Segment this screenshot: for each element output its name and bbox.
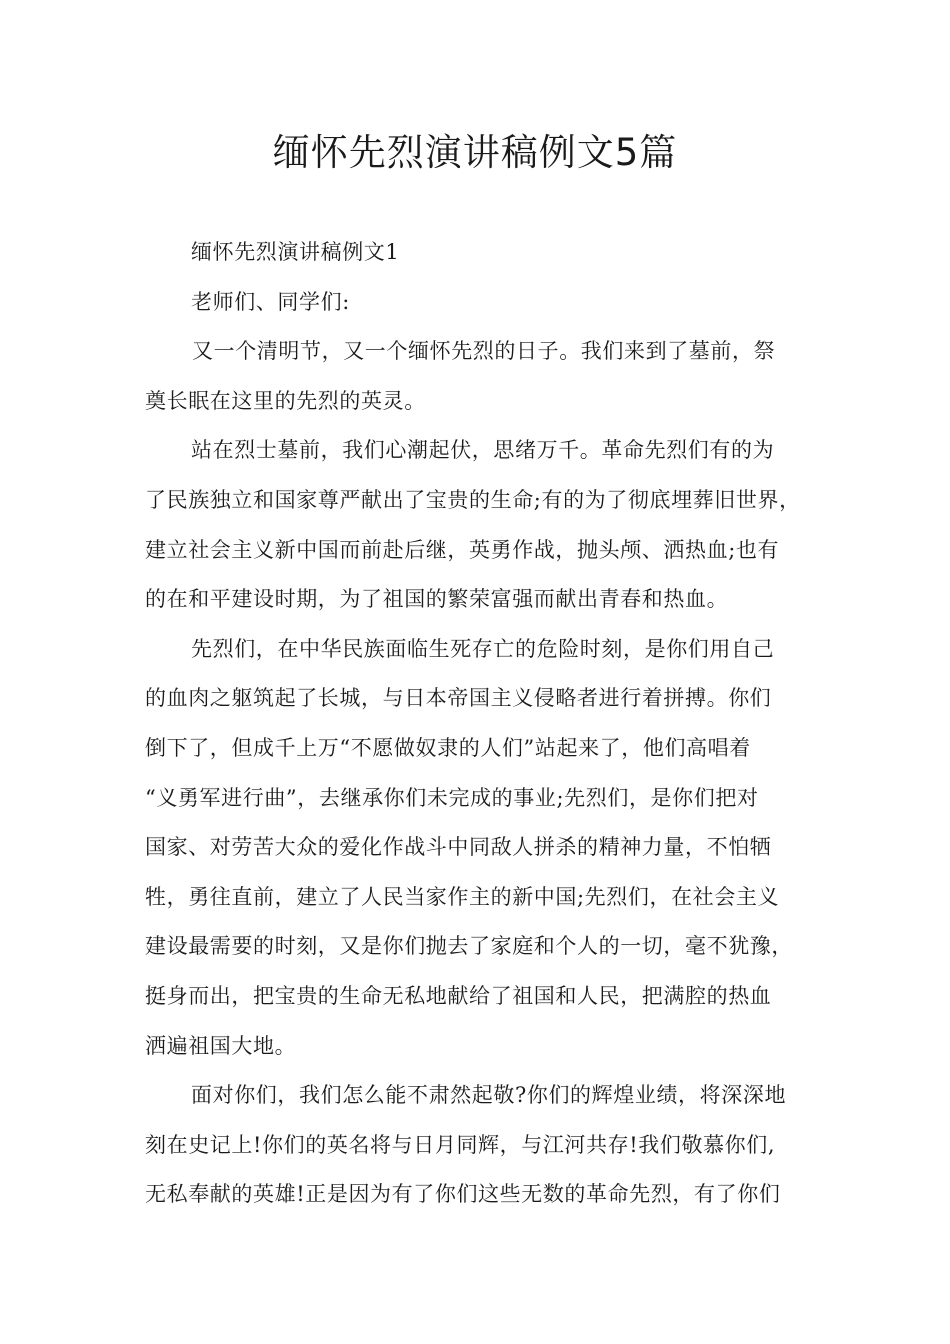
document-title: 缅怀先烈演讲稿例文5篇	[272, 131, 678, 174]
paragraph-line: 又一个清明节，又一个缅怀先烈的日子。我们来到了墓前，祭	[192, 339, 776, 364]
paragraph-line: “义勇军进行曲”，去继承你们未完成的事业;先烈们，是你们把对	[145, 785, 759, 810]
paragraph-line: 奠长眠在这里的先烈的英灵。	[145, 388, 426, 413]
paragraph-line: 刻在史记上!你们的英名将与日月同辉，与江河共存!我们敬慕你们,	[145, 1132, 776, 1157]
paragraph-line: 无私奉献的英雄!正是因为有了你们这些无数的革命先烈，有了你们	[145, 1182, 781, 1207]
paragraph-line: 站在烈士墓前，我们心潮起伏，思绪万千。革命先烈们有的为	[191, 438, 775, 463]
paragraph-line: 建设最需要的时刻，又是你们抛去了家庭和个人的一切，毫不犹豫，	[145, 934, 793, 959]
paragraph-line: 面对你们，我们怎么能不肃然起敬?你们的辉煌业绩，将深深地	[191, 1083, 787, 1108]
paragraph-line: 倒下了，但成千上万“不愿做奴隶的人们”站起来了，他们高唱着	[145, 735, 751, 760]
paragraph-line: 的血肉之躯筑起了长城，与日本帝国主义侵略者进行着拼搏。你们	[145, 686, 772, 711]
salutation: 老师们、同学们:	[191, 289, 350, 314]
paragraph-line: 了民族独立和国家尊严献出了宝贵的生命;有的为了彻底埋葬旧世界，	[145, 487, 801, 512]
section-heading: 缅怀先烈演讲稿例文1	[191, 240, 400, 264]
paragraph-line: 牲，勇往直前，建立了人民当家作主的新中国;先烈们，在社会主义	[145, 884, 780, 909]
paragraph-line: 建立社会主义新中国而前赴后继，英勇作战，抛头颅、洒热血;也有	[145, 537, 780, 562]
paragraph-line: 的在和平建设时期，为了祖国的繁荣富强而献出青春和热血。	[145, 587, 729, 612]
paragraph-line: 先烈们，在中华民族面临生死存亡的危险时刻，是你们用自己	[191, 636, 775, 661]
document-body	[145, 232, 821, 1224]
paragraph-line: 挺身而出，把宝贵的生命无私地献给了祖国和人民，把满腔的热血	[145, 983, 772, 1008]
paragraph-line: 国家、对劳苦大众的爱化作战斗中同敌人拼杀的精神力量，不怕牺	[145, 835, 772, 860]
paragraph-line: 洒遍祖国大地。	[145, 1033, 297, 1058]
